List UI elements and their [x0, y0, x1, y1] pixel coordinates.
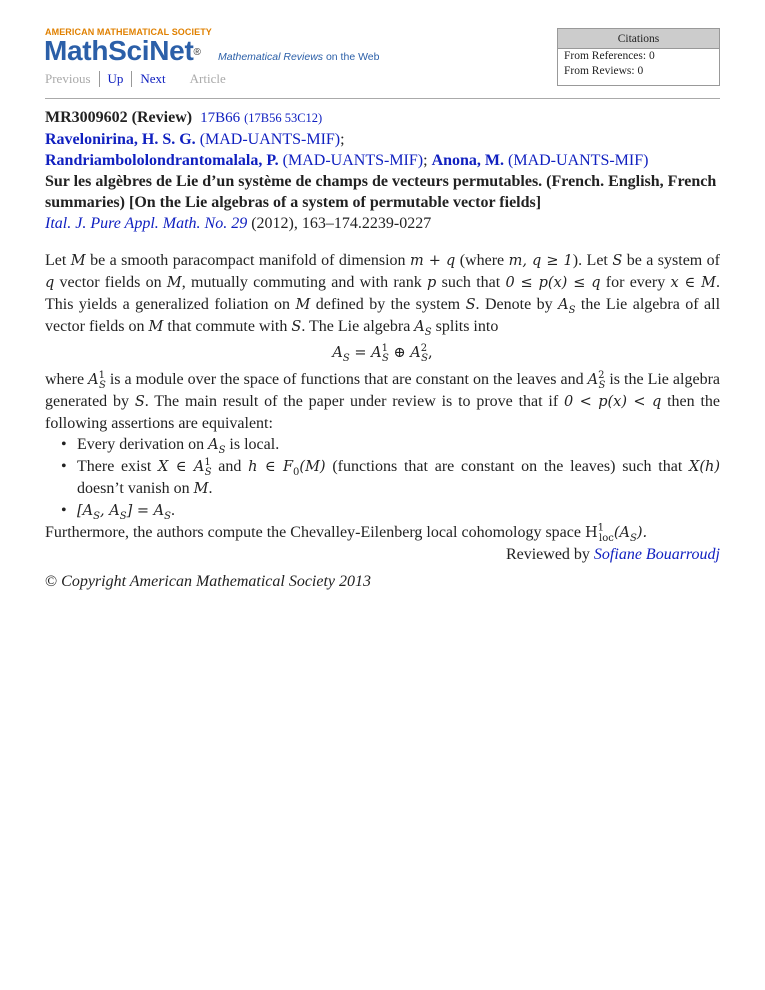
author-separator: ;: [340, 131, 345, 148]
citations-box: [557, 28, 720, 86]
review-paragraph-1: Let M be a smooth paracompact manifold of dimension m + q (where m, q ≥ 1). Let S be a system of q vector fields on M, mutually commuting and with rank p such that 0 ≤ p(x) ≤ q for every x ∈ M. This yields a generalized foliation on M defined by the system S. Denote by $A_S$ the Lie algebra of all vector fields on M that commute with S. The Lie algebra $A_S$ splits into: [45, 252, 721, 339]
secondary-classifications[interactable]: (17B56 53C12): [244, 111, 323, 125]
citations-title: Citations: [558, 29, 719, 49]
author-1-affiliation[interactable]: (MAD-UANTS-MIF): [199, 131, 341, 148]
author-separator: ;: [423, 152, 428, 169]
brand-tagline: [218, 51, 379, 63]
author-1-link[interactable]: Ravelonirina, H. S. G.: [45, 131, 196, 148]
mr-number: MR3009602 (Review): [45, 109, 193, 126]
assertions-list: [45, 434, 720, 522]
nav-next-link[interactable]: Next: [131, 71, 173, 87]
record-navigation: [45, 71, 234, 87]
review-body: [45, 250, 720, 592]
journal-link[interactable]: Ital. J. Pure Appl. Math. No. 29: [45, 215, 248, 232]
copyright-symbol: ©: [45, 573, 58, 590]
tagline-rest: on the Web: [323, 51, 380, 63]
nav-previous: Previous: [45, 71, 91, 86]
primary-classification-link[interactable]: 17B66: [200, 110, 241, 126]
reviewer-link[interactable]: Sofiane Bouarroudj: [593, 546, 720, 563]
record-header: [45, 107, 720, 234]
author-2-affiliation[interactable]: (MAD-UANTS-MIF): [282, 152, 424, 169]
author-3-affiliation[interactable]: (MAD-UANTS-MIF): [508, 152, 649, 169]
list-item: • Every derivation on $A_S$ is local.: [77, 434, 720, 456]
reviewed-by-label: Reviewed by: [505, 546, 594, 563]
copyright-text: Copyright American Mathematical Society 2013: [57, 573, 372, 590]
tagline-main: Mathematical Reviews: [218, 51, 324, 63]
list-item: • There exist X ∈ $A^1_S$ and h ∈ $F_0(M)$ (functions that are constant on the leaves) such that X(h) doesn’t vanish on M.: [77, 456, 720, 500]
review-paragraph-2: where $A^1_S$ is a module over the space of functions that are constant on the leaves and $A^2_S$ is the Lie algebra generated by S. The main result of the paper under review is to prove that if 0 < p(x) < q then the following assertions are equivalent:: [45, 370, 721, 432]
author-3-link[interactable]: Anona, M.: [431, 152, 505, 169]
brand-name: MathSciNet: [44, 35, 194, 66]
ams-society-label: AMERICAN MATHEMATICAL SOCIETY: [45, 27, 212, 37]
author-2-link[interactable]: Randriambololondrantomalala, P.: [45, 152, 279, 169]
display-equation: $A_S = A^1_S$ ⊕ $A^2_S$,: [332, 343, 433, 364]
journal-details: (2012), 163–174.2239-0227: [247, 215, 432, 232]
nav-article: Article: [189, 71, 226, 86]
registered-mark: ®: [193, 47, 201, 58]
citations-from-reviews[interactable]: From Reviews: 0: [564, 65, 644, 77]
mathscinet-logo[interactable]: [44, 35, 201, 67]
nav-up-link[interactable]: Up: [99, 71, 132, 87]
citations-from-references[interactable]: From References: 0: [564, 50, 655, 62]
article-title: Sur les algèbres de Lie d’un système de champs de vecteurs permutables. (French. English, French summaries) [On the Lie algebras of a system of permutable vector fields]: [45, 173, 717, 211]
copyright-notice: [45, 571, 720, 592]
review-paragraph-3: Furthermore, the authors compute the Chevalley-Eilenberg local cohomology space $H^1_{loc}(A_S)$.: [45, 522, 648, 545]
list-item: • [$A_S$, $A_S] = A_S$.: [77, 500, 720, 522]
header-divider: [45, 98, 720, 99]
reviewer-line: [45, 544, 720, 565]
